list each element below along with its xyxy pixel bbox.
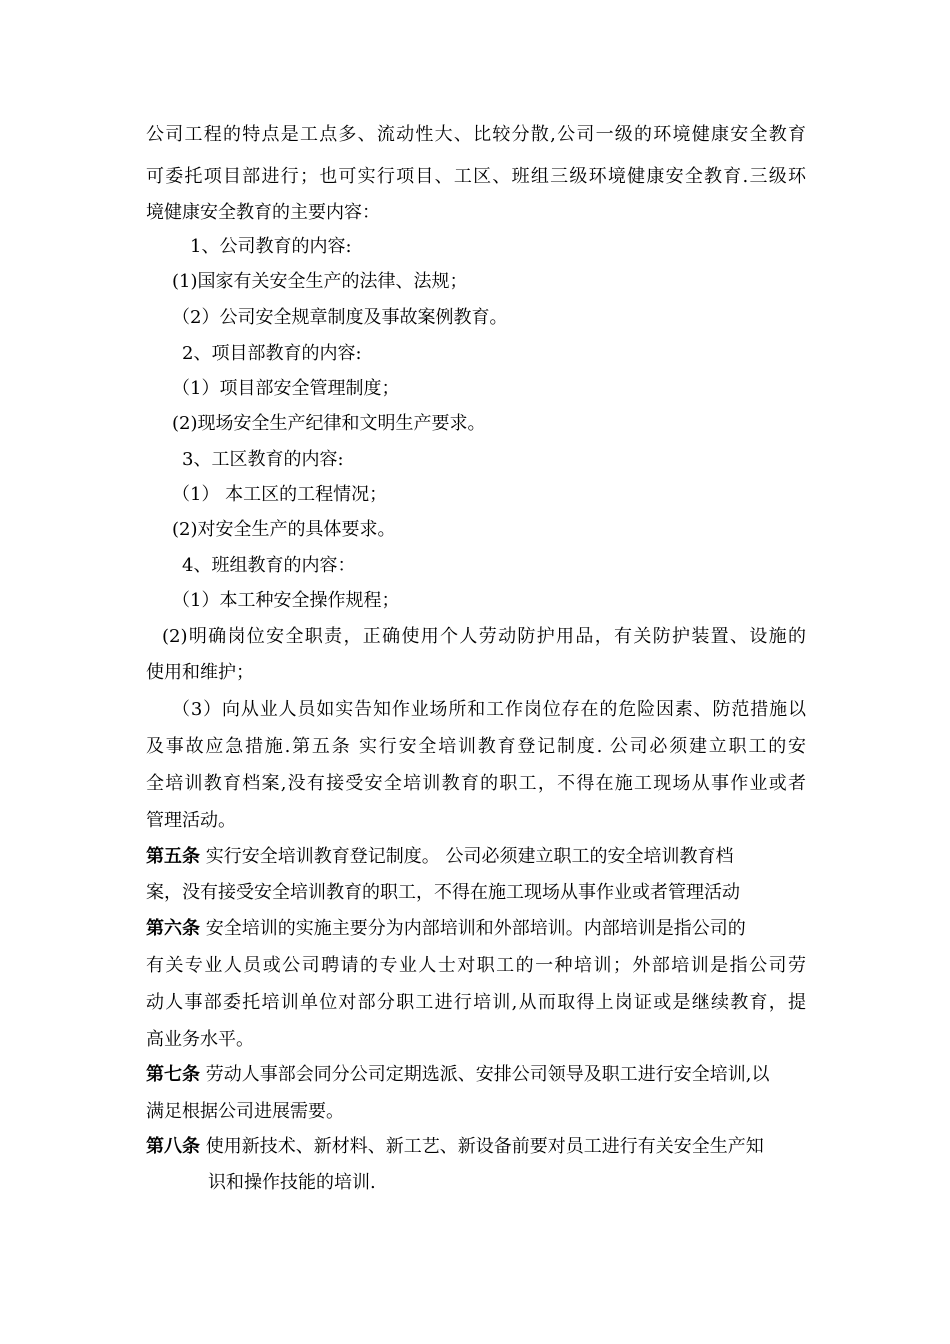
article-6-line-3: 动人事部委托培训单位对部分职工进行培训,从而取得上岗证或是继续教育，提	[146, 992, 806, 1013]
section-heading-work-area: 3、工区教育的内容:	[182, 449, 344, 470]
article-text: 劳动人事部会同分公司定期选派、安排公司领导及职工进行安全培训,以	[200, 1064, 770, 1085]
article-6-line-1	[146, 918, 746, 940]
list-item: （3）向从业人员如实告知作业场所和工作岗位存在的危险因素、防范措施以	[172, 699, 806, 720]
list-item: (2)明确岗位安全职责，正确使用个人劳动防护用品，有关防护装置、设施的	[162, 626, 806, 647]
article-5-line-1	[146, 846, 733, 868]
article-6-line-2: 有关专业人员或公司聘请的专业人士对职工的一种培训；外部培训是指公司劳	[146, 955, 806, 976]
list-item-continued: 管理活动。	[146, 810, 236, 831]
article-8-line-2: 识和操作技能的培训.	[208, 1172, 376, 1193]
list-item: （1）本工种安全操作规程；	[172, 590, 400, 611]
section-heading-project: 2、项目部教育的内容:	[182, 343, 362, 364]
article-8-line-1	[146, 1136, 764, 1158]
intro-line-1: 公司工程的特点是工点多、流动性大、比较分散,公司一级的环境健康安全教育	[146, 124, 806, 145]
list-item: （1） 本工区的工程情况；	[172, 484, 388, 505]
intro-line-3: 境健康安全教育的主要内容：	[146, 202, 380, 223]
list-item-continued: 全培训教育档案,没有接受安全培训教育的职工，不得在施工现场从事作业或者	[146, 773, 806, 794]
article-7-line-1	[146, 1064, 769, 1086]
article-7-line-2: 满足根据公司进展需要。	[146, 1101, 344, 1122]
list-item-continued: 及事故应急措施.第五条 实行安全培训教育登记制度. 公司必须建立职工的安	[146, 736, 806, 757]
article-heading: 第五条	[146, 846, 200, 867]
article-heading: 第七条	[146, 1064, 200, 1085]
article-text: 使用新技术、新材料、新工艺、新设备前要对员工进行有关安全生产知	[200, 1136, 764, 1157]
section-heading-company: 1、公司教育的内容:	[190, 236, 352, 257]
article-text: 安全培训的实施主要分为内部培训和外部培训。内部培训是指公司的	[200, 918, 746, 939]
article-text: 实行安全培训教育登记制度。 公司必须建立职工的安全培训教育档	[200, 846, 734, 867]
list-item: （1）项目部安全管理制度；	[172, 378, 400, 399]
intro-line-2: 可委托项目部进行；也可实行项目、工区、班组三级环境健康安全教育.三级环	[146, 166, 806, 187]
list-item-continued: 使用和维护；	[146, 662, 254, 683]
article-6-line-4: 高业务水平。	[146, 1029, 254, 1050]
section-heading-team: 4、班组教育的内容：	[182, 555, 356, 576]
list-item: (2)现场安全生产纪律和文明生产要求。	[172, 413, 486, 434]
article-heading: 第六条	[146, 918, 200, 939]
article-5-line-2: 案，没有接受安全培训教育的职工，不得在施工现场从事作业或者管理活动	[146, 882, 740, 903]
list-item: (1)国家有关安全生产的法律、法规；	[172, 271, 468, 292]
list-item: (2)对安全生产的具体要求。	[172, 519, 396, 540]
article-heading: 第八条	[146, 1136, 200, 1157]
list-item: （2）公司安全规章制度及事故案例教育。	[172, 307, 508, 328]
